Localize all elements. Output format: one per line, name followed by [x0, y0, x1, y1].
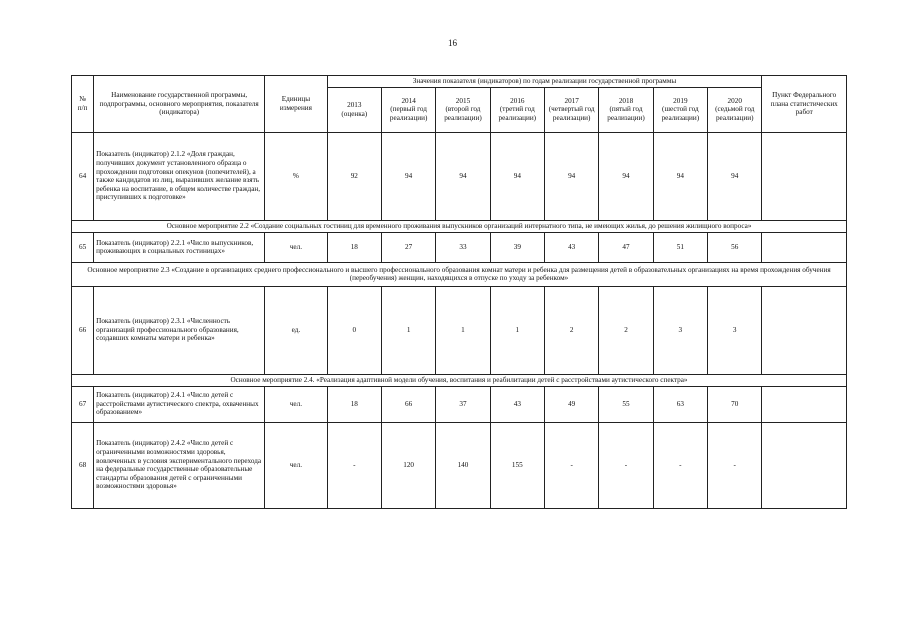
event-title: Основное мероприятие 2.4. «Реализация адаптивной модели обучения, воспитания и реабилитации детей с расстройствами аутистического спектра» — [72, 374, 847, 386]
row-number: 64 — [72, 132, 94, 220]
header-values-group: Значения показателя (индикаторов) по годам реализации государственной программы — [327, 76, 762, 88]
value-cell: 43 — [490, 386, 544, 422]
header-year: 2018 (пятый год реализации) — [599, 87, 653, 132]
event-row — [72, 220, 847, 232]
indicator-unit: чел. — [265, 232, 327, 262]
header-year: 2013 (оценка) — [327, 87, 381, 132]
page-number: 16 — [448, 38, 457, 48]
value-cell: 55 — [599, 386, 653, 422]
indicator-unit: чел. — [265, 422, 327, 508]
event-title: Основное мероприятие 2.3 «Создание в организациях среднего профессионального и высшего профессионального образования комнат матери и ребенка для размещения детей в образовательных организациях на время прохождения обучения (переобучения) женщин, находящихся в отпуске по уходу за ребенком» — [72, 262, 847, 286]
value-cell: 56 — [708, 232, 762, 262]
value-cell: 94 — [544, 132, 598, 220]
plan-item-cell — [762, 132, 847, 220]
header-year: 2016 (третий год реализации) — [490, 87, 544, 132]
event-title: Основное мероприятие 2.2 «Создание социальных гостиниц для временного проживания выпускников организаций интернатного типа, не имеющих жилья, до решения жилищного вопроса» — [72, 220, 847, 232]
value-cell: 3 — [708, 286, 762, 374]
header-year: 2015 (второй год реализации) — [436, 87, 490, 132]
value-cell: 2 — [599, 286, 653, 374]
value-cell: - — [708, 422, 762, 508]
header-num: № п/п — [72, 76, 94, 133]
value-cell: 2 — [544, 286, 598, 374]
table-row — [72, 422, 847, 508]
row-number: 67 — [72, 386, 94, 422]
plan-item-cell — [762, 422, 847, 508]
value-cell: 94 — [436, 132, 490, 220]
plan-item-cell — [762, 232, 847, 262]
value-cell: 94 — [490, 132, 544, 220]
value-cell: 37 — [436, 386, 490, 422]
table-row — [72, 132, 847, 220]
indicators-table — [71, 75, 847, 509]
indicator-unit: ед. — [265, 286, 327, 374]
value-cell: 120 — [381, 422, 435, 508]
value-cell: 18 — [327, 386, 381, 422]
indicator-name: Показатель (индикатор) 2.4.2 «Число детей с ограниченными возможностями здоровья, вовлеченных в условия экспериментального перехода на федеральные государственные образовательные стандарты образования детей с ограниченными возможностями здоровья» — [94, 422, 265, 508]
value-cell: 1 — [436, 286, 490, 374]
value-cell: 94 — [599, 132, 653, 220]
value-cell: 66 — [381, 386, 435, 422]
value-cell: 43 — [544, 232, 598, 262]
value-cell: 33 — [436, 232, 490, 262]
value-cell: 0 — [327, 286, 381, 374]
value-cell: 155 — [490, 422, 544, 508]
header-name: Наименование государственной программы, подпрограммы, основного мероприятия, показателя (индикатора) — [94, 76, 265, 133]
value-cell: 63 — [653, 386, 707, 422]
event-row — [72, 262, 847, 286]
value-cell: 140 — [436, 422, 490, 508]
plan-item-cell — [762, 386, 847, 422]
header-year: 2020 (седьмой год реализации) — [708, 87, 762, 132]
value-cell: 1 — [490, 286, 544, 374]
row-number: 68 — [72, 422, 94, 508]
value-cell: 94 — [381, 132, 435, 220]
indicator-unit: % — [265, 132, 327, 220]
table-row — [72, 286, 847, 374]
value-cell: 92 — [327, 132, 381, 220]
indicator-name: Показатель (индикатор) 2.2.1 «Число выпускников, проживающих в социальных гостиницах» — [94, 232, 265, 262]
table-row — [72, 232, 847, 262]
row-number: 65 — [72, 232, 94, 262]
value-cell: - — [599, 422, 653, 508]
table-row — [72, 386, 847, 422]
value-cell: 39 — [490, 232, 544, 262]
indicator-name: Показатель (индикатор) 2.1.2 «Доля граждан, получивших документ установленного образца о прохождении подготовки опекунов (попечителей), а также кандидатов из лиц, выразивших желание взять ребенка на воспитание, в общем количестве граждан, приступивших к подготовке» — [94, 132, 265, 220]
value-cell: 18 — [327, 232, 381, 262]
value-cell: 1 — [381, 286, 435, 374]
value-cell: - — [327, 422, 381, 508]
value-cell: 47 — [599, 232, 653, 262]
header-year: 2019 (шестой год реализации) — [653, 87, 707, 132]
value-cell: 49 — [544, 386, 598, 422]
header-unit: Единицы измерения — [265, 76, 327, 133]
indicator-name: Показатель (индикатор) 2.3.1 «Численность организаций профессионального образования, создавших комнаты матери и ребенка» — [94, 286, 265, 374]
header-year: 2014 (первый год реализации) — [381, 87, 435, 132]
header-year: 2017 (четвертый год реализации) — [544, 87, 598, 132]
value-cell: 51 — [653, 232, 707, 262]
header-plan-item: Пункт Федерального плана статистических работ — [762, 76, 847, 133]
row-number: 66 — [72, 286, 94, 374]
value-cell: 94 — [653, 132, 707, 220]
value-cell: 27 — [381, 232, 435, 262]
plan-item-cell — [762, 286, 847, 374]
value-cell: 70 — [708, 386, 762, 422]
value-cell: - — [544, 422, 598, 508]
event-row — [72, 374, 847, 386]
indicator-unit: чел. — [265, 386, 327, 422]
value-cell: 94 — [708, 132, 762, 220]
value-cell: 3 — [653, 286, 707, 374]
value-cell: - — [653, 422, 707, 508]
indicator-name: Показатель (индикатор) 2.4.1 «Число детей с расстройствами аутистического спектра, охваченных образованием» — [94, 386, 265, 422]
